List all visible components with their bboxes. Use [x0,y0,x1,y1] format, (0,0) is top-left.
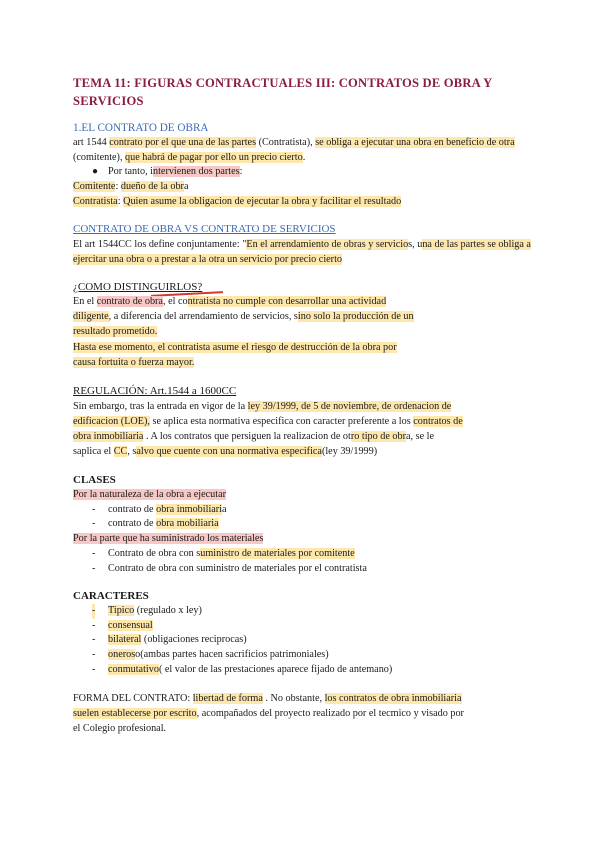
section-heading-regulacion: REGULACIÓN: Art.1544 a 1600CC [73,385,237,397]
section-heading-caracteres: CARACTERES [73,590,149,602]
section-heading-contrato-obra: 1.EL CONTRATO DE OBRA [73,122,209,134]
paragraph-definicion-conjunta: El art 1544CC los define conjuntamente: "En el arrendamiento de obras y servicios, una de las partes se obliga a ejercitar una obra o a prestar a la otra un servicio por precio cierto [73,239,531,265]
line-distinguir-2: diligente, a diferencia del arrendamiento de servicios, sino solo la producción de un [73,311,414,322]
list-item-tipico: Tipico (regulado x ley) [108,605,202,616]
section-heading-distinguirlos: ¿COMO DISTINGUIRLOS? [73,281,203,293]
list-item-inmobiliaria: contrato de obra inmobiliaria [108,504,227,515]
list-dash: - [92,664,96,675]
list-item-mobiliaria: contrato de obra mobiliaria [108,518,219,529]
list-item-consensual: consensual [108,620,153,631]
bullet-item-partes: Por tanto, intervienen dos partes: [108,166,243,177]
section-heading-obra-vs-servicios: CONTRATO DE OBRA VS CONTRATO DE SERVICIOS [73,223,336,235]
page-title: TEMA 11: FIGURAS CONTRACTUALES III: CONTRATOS DE OBRA Y SERVICIOS [73,76,492,108]
list-dash: - [92,548,96,559]
list-item-oneroso: oneroso(ambas partes hacen sacrificios patrimoniales) [108,649,329,660]
line-regulacion-4: saplica el CC, salvo que cuente con una normativa especifica(ley 39/1999) [73,446,378,457]
line-forma-3: el Colegio profesional. [73,723,167,734]
line-regulacion-3: obra inmobiliaria . A los contratos que persiguen la realizacion de otro tipo de obra, se le [73,431,435,442]
line-comitente: Comitente: dueño de la obra [73,181,189,192]
list-item-suministro-contratista: Contrato de obra con suministro de materiales por el contratista [108,563,367,574]
line-distinguir-4: Hasta ese momento, el contratista asume el riesgo de destrucción de la obra por [73,342,397,353]
list-item-bilateral: bilateral (obligaciones reciprocas) [108,634,247,645]
bullet-dot: ● [92,166,99,177]
list-dash: - [92,604,95,619]
list-dash: - [92,504,96,515]
line-regulacion-2: edificacion (LOE), se aplica esta normativa especifica con caracter preferente a los contratos de [73,416,463,427]
line-forma-1: FORMA DEL CONTRATO: libertad de forma . No obstante, los contratos de obra inmobiliaria [73,693,462,704]
list-dash: - [92,649,96,660]
list-item-suministro-comitente: Contrato de obra con suministro de materiales por comitente [108,548,355,559]
line-regulacion-1: Sin embargo, tras la entrada en vigor de la ley 39/1999, de 5 de noviembre, de ordenacion de [73,401,452,412]
list-item-conmutativo: conmutativo( el valor de las prestaciones aparece fijado de antemano) [108,664,393,675]
list-dash: - [92,518,96,529]
paragraph-definition: art 1544 contrato por el que una de las partes (Contratista), se obliga a ejecutar una obra en beneficio de otra (comitente), que habrá de pagar por ello un precio cierto. [73,137,515,163]
line-distinguir-3: resultado prometido. [73,326,158,337]
line-distinguir-5: causa fortuita o fuerza mayor. [73,357,195,368]
list-dash: - [92,563,96,574]
list-dash: - [92,620,96,631]
line-forma-2: suelen establecerse por escrito, acompañados del proyecto realizado por el tecmico y visado por [73,708,464,719]
subheading-materiales: Por la parte que ha suministrado los materiales [73,533,264,544]
line-contratista: Contratista: Quien asume la obligacion de ejecutar la obra y facilitar el resultado [73,196,402,207]
subheading-naturaleza: Por la naturaleza de la obra a ejecutar [73,489,227,500]
section-heading-clases: CLASES [73,474,116,486]
line-distinguir-1: En el contrato de obra, el contratista no cumple con desarrollar una actividad [73,296,387,307]
list-dash: - [92,634,96,645]
